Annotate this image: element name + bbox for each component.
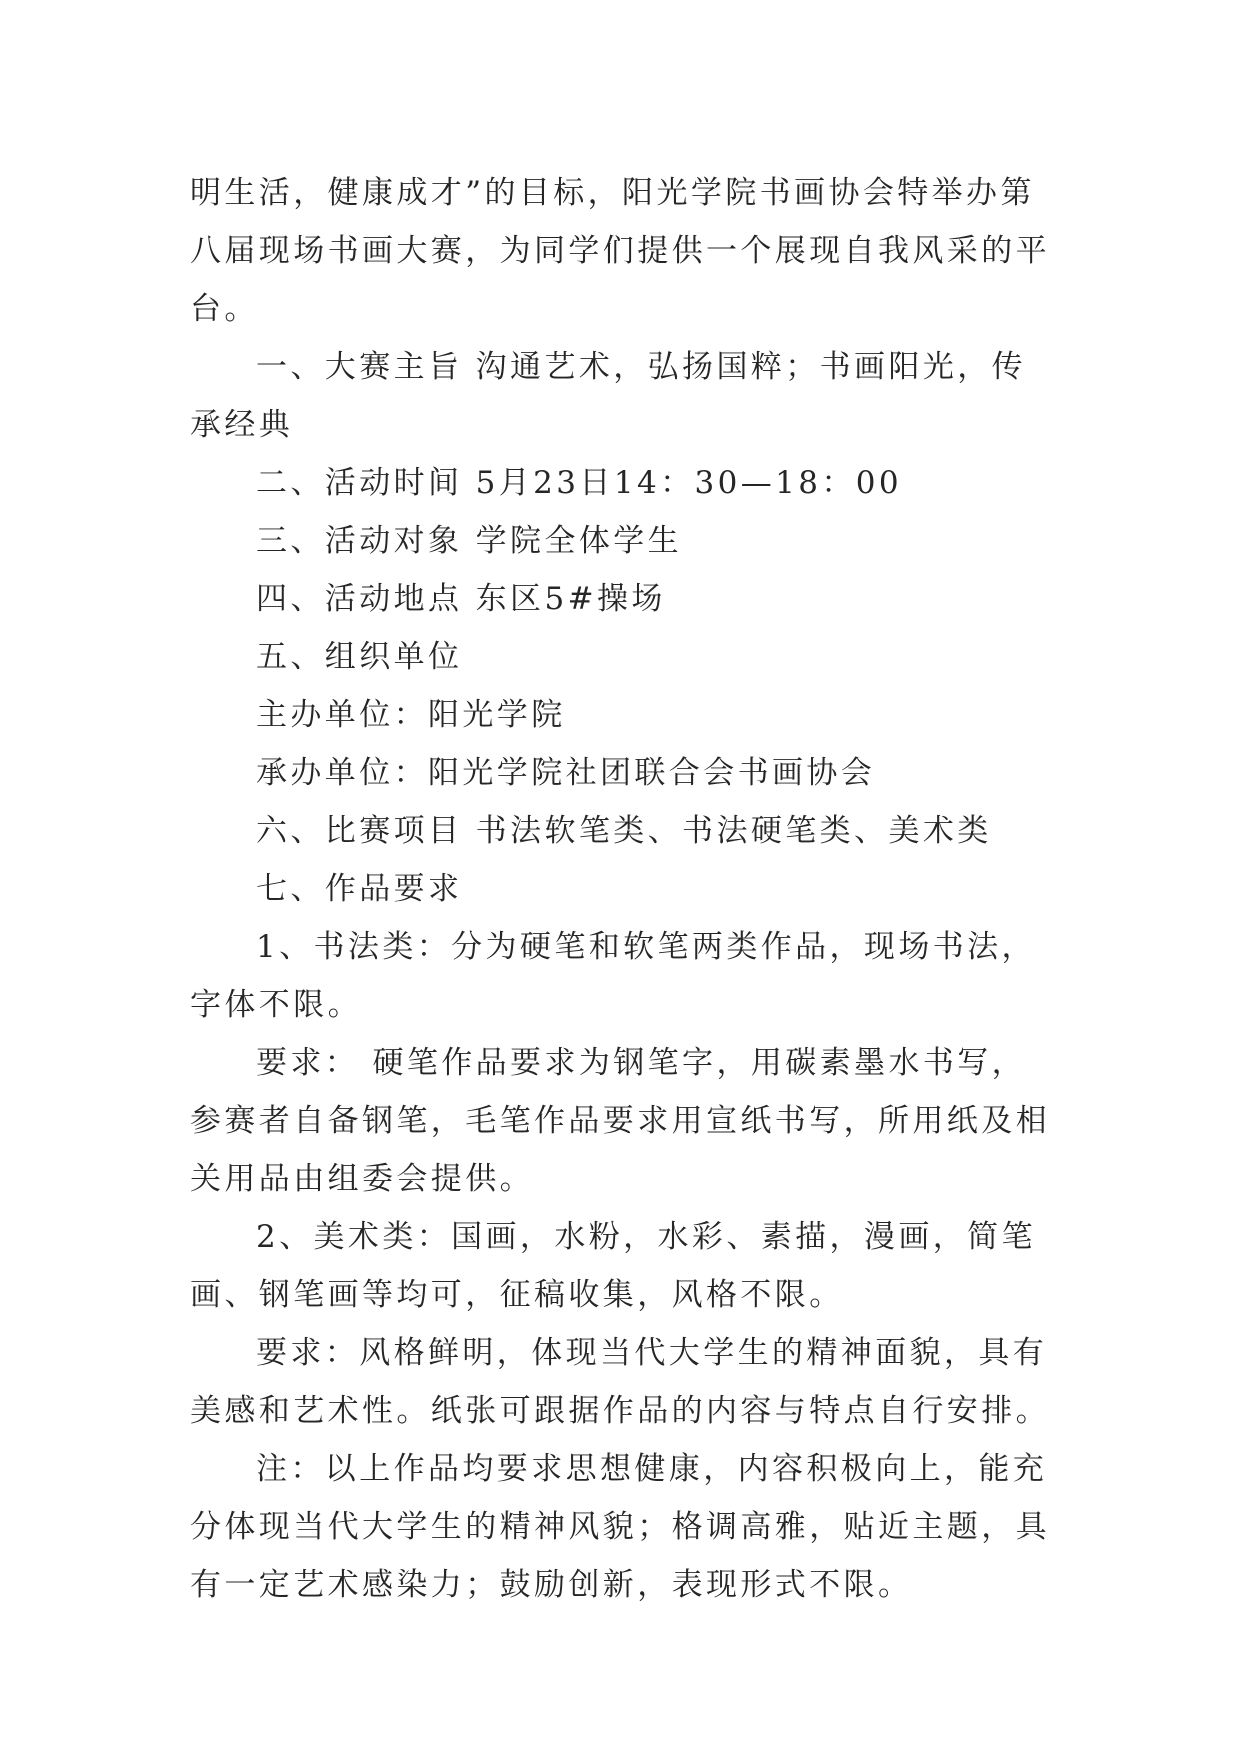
paragraph-contest-theme: 一、大赛主旨 沟通艺术，弘扬国粹；书画阳光，传承经典	[190, 349, 1027, 443]
paragraph-calligraphy-requirements: 要求： 硬笔作品要求为钢笔字，用碳素墨水书写，参赛者自备钢笔，毛笔作品要求用宣纸书写，所用纸及相关用品由组委会提供。	[190, 1045, 1050, 1197]
paragraph-organizing-unit: 承办单位：阳光学院社团联合会书画协会	[256, 755, 876, 791]
paragraph-note: 注：以上作品均要求思想健康，内容积极向上，能充分体现当代大学生的精神风貌；格调高雅，贴近主题，具有一定艺术感染力；鼓励创新，表现形式不限。	[190, 1451, 1050, 1603]
document-body	[190, 164, 1050, 1614]
paragraph-competition-categories: 六、比赛项目 书法软笔类、书法硬笔类、美术类	[256, 813, 992, 849]
paragraph-art-requirements: 要求：风格鲜明，体现当代大学生的精神面貌，具有美感和艺术性。纸张可跟据作品的内容与特点自行安排。	[190, 1335, 1050, 1429]
paragraph-art-category: 2、美术类：国画，水粉，水彩、素描，漫画，简笔画、钢笔画等均可，征稿收集，风格不限。	[190, 1219, 1036, 1313]
paragraph-event-time: 二、活动时间 5月23日14：30—18：00	[256, 465, 903, 501]
paragraph-event-location: 四、活动地点 东区5#操场	[256, 581, 666, 617]
paragraph-organizers-heading: 五、组织单位	[256, 639, 463, 675]
paragraph-intro-continuation: 明生活，健康成才”的目标，阳光学院书画协会特举办第八届现场书画大赛，为同学们提供一个展现自我风采的平台。	[190, 175, 1050, 327]
paragraph-host-unit: 主办单位：阳光学院	[256, 697, 566, 733]
paragraph-calligraphy-category: 1、书法类：分为硬笔和软笔两类作品，现场书法，字体不限。	[190, 929, 1036, 1023]
paragraph-event-audience: 三、活动对象 学院全体学生	[256, 523, 683, 559]
paragraph-work-requirements-heading: 七、作品要求	[256, 871, 463, 907]
